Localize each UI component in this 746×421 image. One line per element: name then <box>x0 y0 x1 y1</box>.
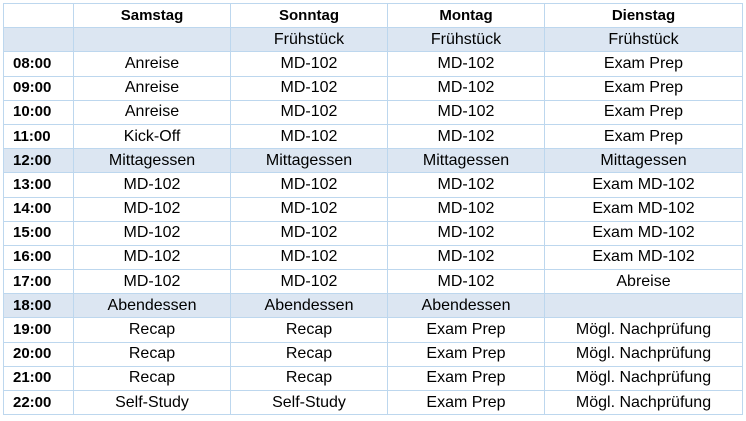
cell-dienstag[interactable]: Mögl. Nachprüfung <box>545 318 743 342</box>
cell-montag[interactable]: MD-102 <box>388 270 545 294</box>
cell-sonntag[interactable]: MD-102 <box>231 124 388 148</box>
cell-samstag[interactable]: Abendessen <box>74 294 231 318</box>
meal-row <box>4 149 743 173</box>
time-cell[interactable]: 17:00 <box>4 270 74 294</box>
cell-samstag[interactable]: Anreise <box>74 52 231 76</box>
table-row <box>4 245 743 269</box>
cell-sonntag[interactable]: MD-102 <box>231 76 388 100</box>
schedule-body <box>4 28 743 415</box>
cell-dienstag[interactable]: Mögl. Nachprüfung <box>545 391 743 415</box>
cell-samstag[interactable]: MD-102 <box>74 221 231 245</box>
table-row <box>4 366 743 390</box>
cell-sonntag[interactable]: Recap <box>231 366 388 390</box>
time-cell[interactable]: 11:00 <box>4 124 74 148</box>
cell-dienstag[interactable]: Exam MD-102 <box>545 173 743 197</box>
cell-dienstag[interactable]: Exam Prep <box>545 100 743 124</box>
cell-montag[interactable]: Exam Prep <box>388 391 545 415</box>
cell-dienstag[interactable]: Mögl. Nachprüfung <box>545 366 743 390</box>
cell-montag[interactable]: Exam Prep <box>388 366 545 390</box>
table-row <box>4 124 743 148</box>
cell-dienstag[interactable] <box>545 294 743 318</box>
cell-sonntag[interactable]: Self-Study <box>231 391 388 415</box>
cell-montag[interactable]: Abendessen <box>388 294 545 318</box>
time-cell[interactable]: 12:00 <box>4 149 74 173</box>
cell-sonntag[interactable]: MD-102 <box>231 197 388 221</box>
table-row <box>4 100 743 124</box>
header-sonntag[interactable]: Sonntag <box>231 4 388 28</box>
cell-montag[interactable]: Exam Prep <box>388 318 545 342</box>
cell-samstag[interactable]: MD-102 <box>74 173 231 197</box>
time-cell[interactable]: 15:00 <box>4 221 74 245</box>
cell-montag[interactable]: MD-102 <box>388 173 545 197</box>
time-cell[interactable]: 09:00 <box>4 76 74 100</box>
time-cell[interactable]: 16:00 <box>4 245 74 269</box>
time-cell[interactable]: 14:00 <box>4 197 74 221</box>
cell-montag[interactable]: MD-102 <box>388 221 545 245</box>
cell-montag[interactable]: MD-102 <box>388 197 545 221</box>
cell-sonntag[interactable]: Recap <box>231 342 388 366</box>
schedule-sheet <box>3 3 742 415</box>
time-cell[interactable]: 18:00 <box>4 294 74 318</box>
cell-samstag[interactable]: Anreise <box>74 100 231 124</box>
cell-montag[interactable]: MD-102 <box>388 245 545 269</box>
table-row <box>4 52 743 76</box>
time-cell[interactable]: 20:00 <box>4 342 74 366</box>
cell-dienstag[interactable]: Exam MD-102 <box>545 245 743 269</box>
cell-samstag[interactable]: Recap <box>74 318 231 342</box>
cell-sonntag[interactable]: MD-102 <box>231 100 388 124</box>
cell-sonntag[interactable]: Mittagessen <box>231 149 388 173</box>
cell-montag[interactable]: MD-102 <box>388 76 545 100</box>
time-cell[interactable]: 22:00 <box>4 391 74 415</box>
meal-row <box>4 294 743 318</box>
header-row <box>4 4 743 28</box>
cell-dienstag[interactable]: Exam Prep <box>545 76 743 100</box>
time-cell[interactable]: 08:00 <box>4 52 74 76</box>
table-row <box>4 342 743 366</box>
cell-dienstag[interactable]: Mögl. Nachprüfung <box>545 342 743 366</box>
schedule-table <box>3 3 743 415</box>
table-row <box>4 391 743 415</box>
cell-dienstag[interactable]: Mittagessen <box>545 149 743 173</box>
time-cell[interactable]: 21:00 <box>4 366 74 390</box>
time-cell[interactable]: 19:00 <box>4 318 74 342</box>
header-montag[interactable]: Montag <box>388 4 545 28</box>
table-row <box>4 197 743 221</box>
cell-sonntag[interactable]: Abendessen <box>231 294 388 318</box>
header-time-column[interactable] <box>4 4 74 28</box>
cell-sonntag[interactable]: MD-102 <box>231 52 388 76</box>
cell-sonntag[interactable]: Frühstück <box>231 28 388 52</box>
cell-montag[interactable]: MD-102 <box>388 100 545 124</box>
cell-sonntag[interactable]: Recap <box>231 318 388 342</box>
cell-samstag[interactable] <box>74 28 231 52</box>
cell-samstag[interactable]: Recap <box>74 342 231 366</box>
table-row <box>4 221 743 245</box>
time-cell[interactable]: 13:00 <box>4 173 74 197</box>
cell-sonntag[interactable]: MD-102 <box>231 270 388 294</box>
table-row <box>4 76 743 100</box>
cell-samstag[interactable]: MD-102 <box>74 245 231 269</box>
cell-samstag[interactable]: MD-102 <box>74 270 231 294</box>
cell-samstag[interactable]: Kick-Off <box>74 124 231 148</box>
header-samstag[interactable]: Samstag <box>74 4 231 28</box>
cell-samstag[interactable]: Self-Study <box>74 391 231 415</box>
cell-sonntag[interactable]: MD-102 <box>231 245 388 269</box>
cell-samstag[interactable]: Anreise <box>74 76 231 100</box>
cell-montag[interactable]: MD-102 <box>388 52 545 76</box>
cell-dienstag[interactable]: Exam MD-102 <box>545 221 743 245</box>
cell-montag[interactable]: Frühstück <box>388 28 545 52</box>
cell-sonntag[interactable]: MD-102 <box>231 221 388 245</box>
header-dienstag[interactable]: Dienstag <box>545 4 743 28</box>
cell-dienstag[interactable]: Frühstück <box>545 28 743 52</box>
cell-dienstag[interactable]: Exam Prep <box>545 52 743 76</box>
cell-sonntag[interactable]: MD-102 <box>231 173 388 197</box>
cell-dienstag[interactable]: Abreise <box>545 270 743 294</box>
cell-samstag[interactable]: Mittagessen <box>74 149 231 173</box>
cell-montag[interactable]: MD-102 <box>388 124 545 148</box>
table-row <box>4 173 743 197</box>
cell-montag[interactable]: Mittagessen <box>388 149 545 173</box>
cell-montag[interactable]: Exam Prep <box>388 342 545 366</box>
cell-samstag[interactable]: MD-102 <box>74 197 231 221</box>
cell-dienstag[interactable]: Exam Prep <box>545 124 743 148</box>
cell-samstag[interactable]: Recap <box>74 366 231 390</box>
table-row <box>4 318 743 342</box>
time-cell[interactable] <box>4 28 74 52</box>
cell-dienstag[interactable]: Exam MD-102 <box>545 197 743 221</box>
table-row <box>4 270 743 294</box>
meal-row <box>4 28 743 52</box>
time-cell[interactable]: 10:00 <box>4 100 74 124</box>
